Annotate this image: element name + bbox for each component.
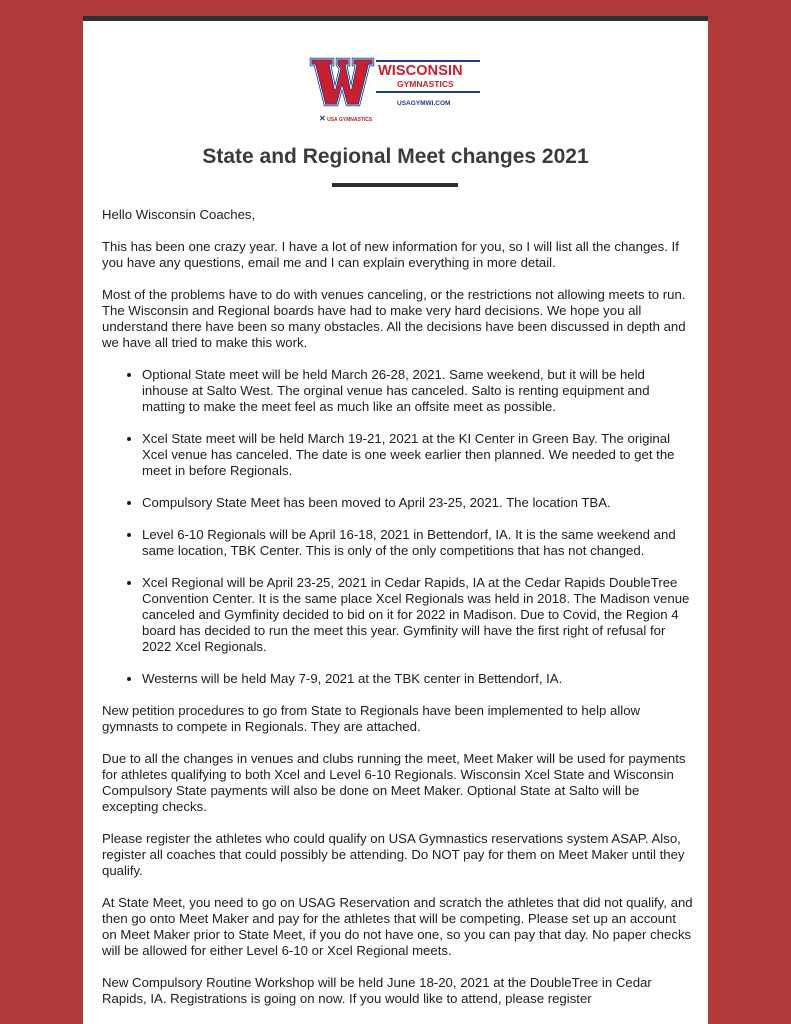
problems-paragraph: Most of the problems have to do with venues canceling, or the restrictions not allowing meets to run. The Wisconsin and Regional boards have had to make very hard decisions. We hope you all understand there have been so many obstacles. All the decisions have been discussed in depth and we have all tried to make this work. [102,287,686,350]
changes-list [102,367,694,687]
list-item: • Xcel Regional will be April 23-25, 2021 in Cedar Rapids, IA at the Cedar Rapids DoubleTree Convention Center. It is the same place Xcel Regionals was held in 2018. The Madison venue canceled and Gymfinity decided to bid on it for 2022 in Madison. Due to Covid, the Region 4 board has decided to run the meet this year. Gymfinity will have the first right of refusal for 2022 Xcel Regionals. [142,575,694,655]
usag-star-icon: ✕ [319,114,326,123]
usa-gymnastics-mark [319,114,372,123]
newsletter-body [102,207,694,1023]
logo-rule-top [376,60,480,62]
logo-url-text: USAGYMWI.COM [397,100,451,107]
intro-paragraph: This has been one crazy year. I have a lot of new information for you, so I will list all the changes. If you have any questions, email me and I can explain everything in more detail. [102,239,679,270]
page-title: State and Regional Meet changes 2021 [202,145,589,168]
list-item: • Xcel State meet will be held March 19-21, 2021 at the KI Center in Green Bay. The original Xcel venue has canceled. The date is one week earlier then planned. We needed to get the meet in before Regionals. [142,431,694,479]
petition-paragraph: New petition procedures to go from State to Regionals have been implemented to help allow gymnasts to compete in Regionals. They are attached. [102,703,641,734]
workshop-paragraph: New Compulsory Routine Workshop will be held June 18-20, 2021 at the DoubleTree in Cedar Rapids, IA. Registrations is going on now. If you would like to attend, please register [102,975,652,1006]
logo-wisconsin-text: WISCONSIN [378,63,463,79]
list-item: • Optional State meet will be held March 26-28, 2021. Same weekend, but it will be held inhouse at Salto West. The orginal venue has canceled. Salto is renting equipment and matting to make the meet feel as much like an offsite meet as possible. [142,367,694,415]
state-meet-paragraph: At State Meet, you need to go on USAG Reservation and scratch the athletes that did not qualify, and then go onto Meet Maker and pay for the athletes that will be competing. Please set up an account on Meet Maker prior to State Meet, if you do not have one, so you can pay that day. No paper checks will be allowed for either Level 6-10 or Xcel Regional meets. [102,895,693,958]
newsletter-card [83,16,708,1024]
payments-paragraph: Due to all the changes in venues and clubs running the meet, Meet Maker will be used for payments for athletes qualifying to both Xcel and Level 6-10 Regionals. Wisconsin Xcel State and Wisconsin Compulsory State payments will also be done on Meet Maker. Optional State at Salto will be excepting checks. [102,751,686,814]
list-item: • Compulsory State Meet has been moved to April 23-25, 2021. The location TBA. [142,495,694,511]
greeting-paragraph: Hello Wisconsin Coaches, [102,207,256,222]
logo-rule-bottom [376,91,480,93]
wisconsin-gymnastics-logo[interactable] [309,55,485,131]
list-item: • Level 6-10 Regionals will be April 16-18, 2021 in Bettendorf, IA. It is the same weekend and same location, TBK Center. This is only of the only competitions that has not changed. [142,527,694,559]
register-paragraph: Please register the athletes who could qualify on USA Gymnastics reservations system ASAP. Also, register all coaches that could possibly be attending. Do NOT pay for them on Meet Maker until they qualify. [102,831,685,878]
usag-label: USA GYMNASTICS [327,117,373,123]
logo-gymnastics-text: GYMNASTICS [397,79,454,89]
title-divider [332,183,458,187]
w-logo-icon [309,55,375,109]
list-item: • Westerns will be held May 7-9, 2021 at the TBK center in Bettendorf, IA. [142,671,694,687]
